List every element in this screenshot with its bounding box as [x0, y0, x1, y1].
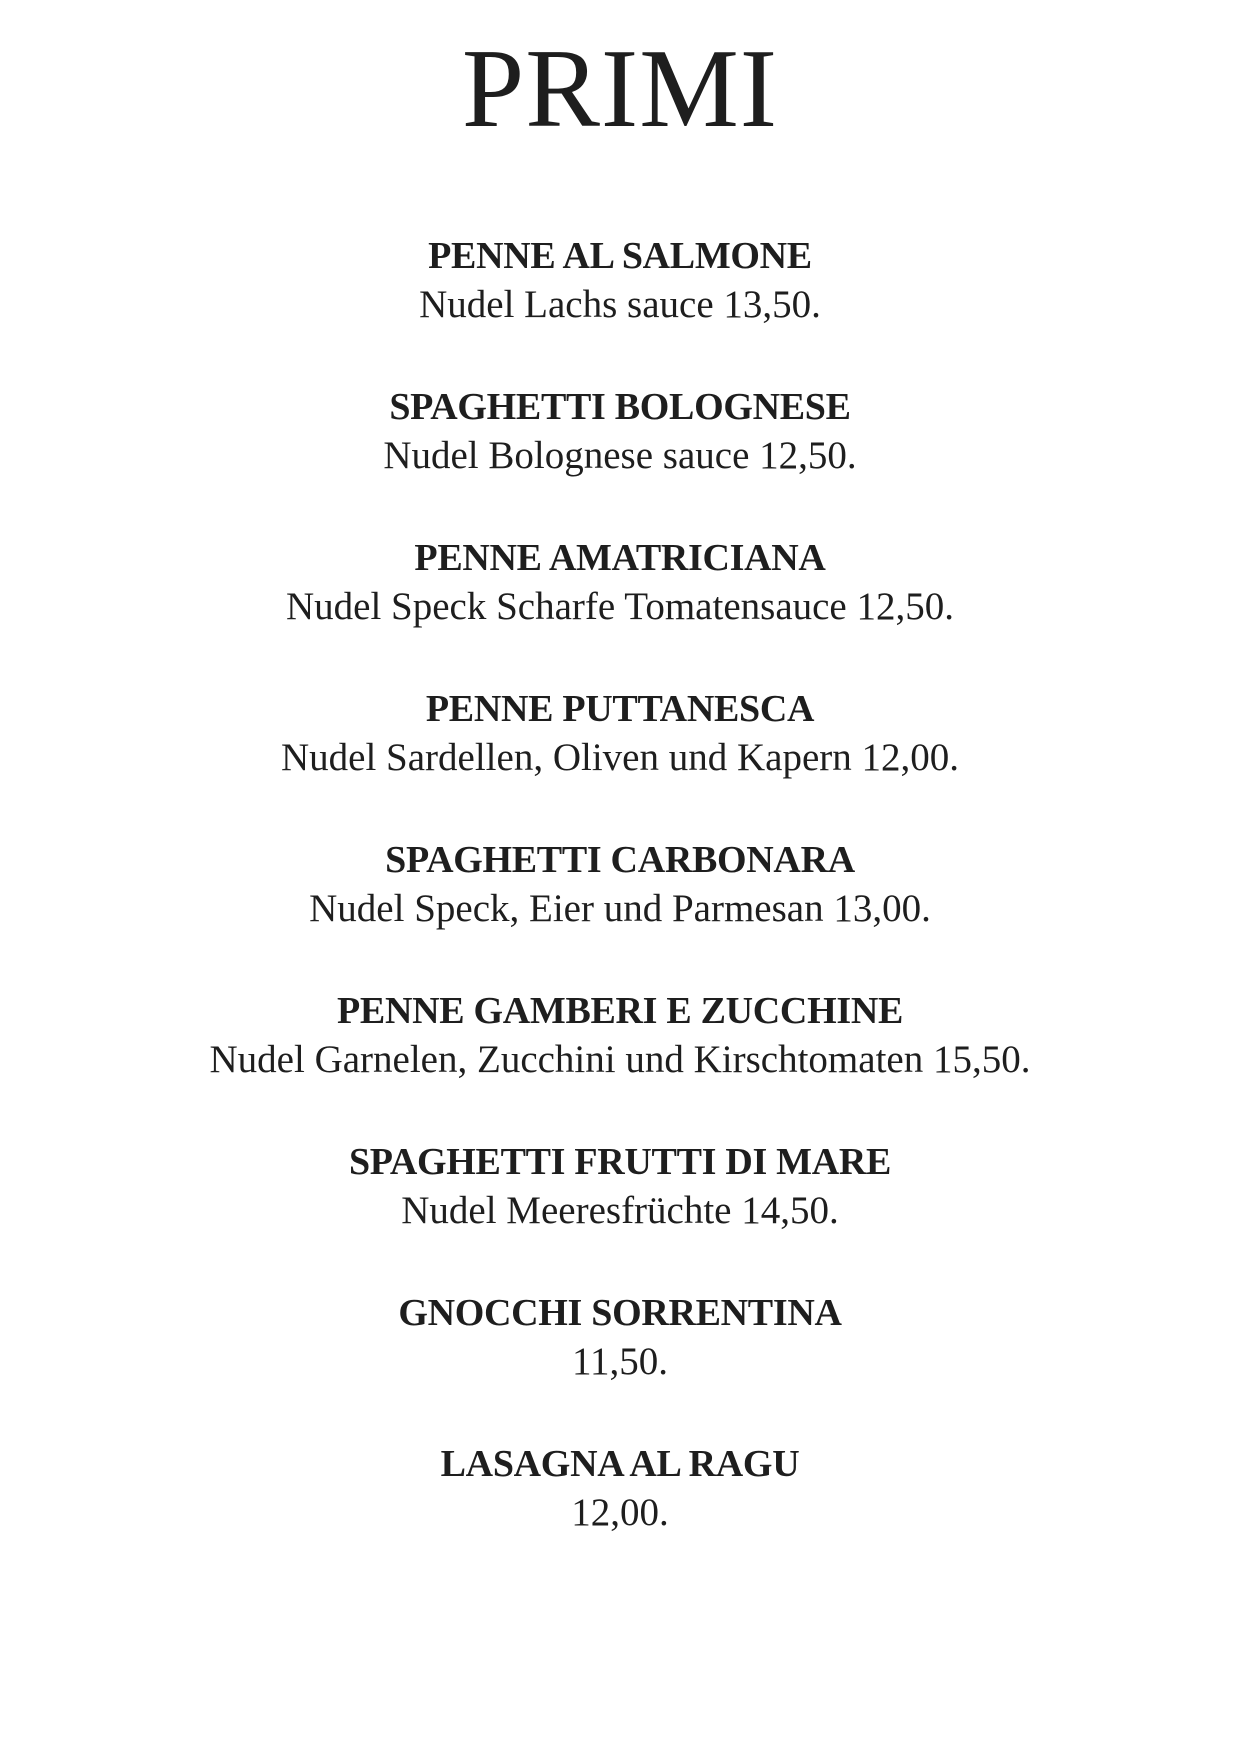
dish-name: PENNE GAMBERI E ZUCCHINE: [336, 990, 904, 1032]
dish-description: Nudel Meeresfrüchte 14,50.: [401, 1189, 839, 1232]
dish-description: Nudel Speck Scharfe Tomatensauce 12,50.: [285, 585, 954, 628]
page-title: PRIMI: [461, 27, 779, 151]
dish-name: PENNE AL SALMONE: [428, 235, 812, 277]
dish-description: Nudel Garnelen, Zucchini und Kirschtomaten 15,50.: [209, 1038, 1031, 1081]
dish-name: SPAGHETTI FRUTTI DI MARE: [348, 1141, 892, 1183]
menu-item: [0, 685, 1240, 836]
dish-name: GNOCCHI SORRENTINA: [398, 1292, 842, 1334]
dish-description: Nudel Lachs sauce 13,50.: [419, 283, 821, 326]
dish-name: SPAGHETTI CARBONARA: [385, 839, 855, 881]
menu-list: [0, 232, 1240, 1591]
menu-item: [0, 383, 1240, 534]
menu-item: [0, 1440, 1240, 1591]
dish-description: 11,50.: [571, 1340, 669, 1383]
dish-description: 12,00.: [571, 1491, 669, 1534]
menu-item: [0, 232, 1240, 383]
dish-name: LASAGNA AL RAGU: [440, 1443, 800, 1485]
dish-description: Nudel Speck, Eier und Parmesan 13,00.: [309, 887, 931, 930]
menu-item: [0, 987, 1240, 1138]
dish-description: Nudel Bolognese sauce 12,50.: [383, 434, 857, 477]
dish-name: SPAGHETTI BOLOGNESE: [389, 386, 851, 428]
menu-item: [0, 1289, 1240, 1440]
dish-description: Nudel Sardellen, Oliven und Kapern 12,00.: [280, 736, 959, 779]
dish-name: PENNE AMATRICIANA: [414, 537, 826, 579]
menu-item: [0, 1138, 1240, 1289]
menu-item: [0, 534, 1240, 685]
menu-item: [0, 836, 1240, 987]
dish-name: PENNE PUTTANESCA: [425, 688, 815, 730]
